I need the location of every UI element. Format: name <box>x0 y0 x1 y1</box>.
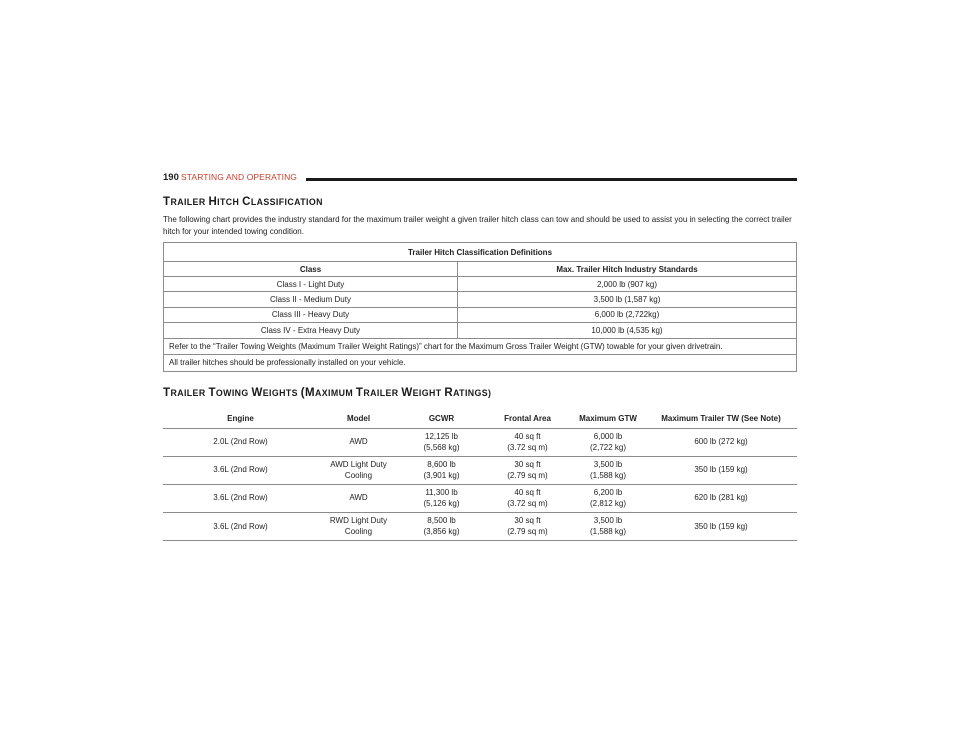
frontal-sqm: (3.72 sq m) <box>507 442 548 452</box>
gcwr-cell <box>399 485 484 513</box>
tw-cell: 600 lb (272 kg) <box>645 429 797 457</box>
table-caption: Trailer Hitch Classification Definitions <box>164 243 797 262</box>
model-cell <box>318 429 399 457</box>
heading-cap: T <box>355 387 364 399</box>
model-line: AWD Light Duty <box>330 460 387 470</box>
heading-small: RAILER <box>363 388 402 398</box>
frontal-sqm: (2.79 sq m) <box>507 470 548 480</box>
gcwr-cell <box>399 457 484 485</box>
gtw-kg: (1,588 kg) <box>589 470 627 480</box>
gcwr-kg: (3,901 kg) <box>423 470 460 480</box>
frontal-area-cell <box>484 429 571 457</box>
heading-small: ATINGS) <box>453 388 492 398</box>
gtw-kg: (2,722 kg) <box>589 442 627 452</box>
frontal-area-cell <box>484 485 571 513</box>
model-line: AWD <box>349 437 368 447</box>
gcwr-kg: (5,126 kg) <box>423 498 460 508</box>
intro-paragraph: The following chart provides the industry standard for the maximum trailer weight a given trailer hitch class can tow and should be used to assist you in selecting the correct trailer hitch for your intended towing condition. <box>163 215 792 237</box>
table-row <box>163 429 797 457</box>
heading-cap: (M <box>300 387 315 399</box>
gcwr-lb: 11,300 lb <box>425 488 458 498</box>
section-name: STARTING AND OPERATING <box>181 172 298 182</box>
model-line: AWD <box>349 493 368 503</box>
frontal-area-cell <box>484 457 571 485</box>
table-row <box>163 457 797 485</box>
heading-cap: T <box>163 387 171 399</box>
heading-cap: T <box>208 387 216 399</box>
heading-small: LASSIFICATION <box>250 197 323 207</box>
engine-cell: 3.6L (2nd Row) <box>163 457 318 485</box>
column-header-max-tw: Maximum Trailer TW (See Note) <box>645 408 797 429</box>
gtw-kg: (2,812 kg) <box>589 498 627 508</box>
gcwr-cell <box>399 513 484 541</box>
table-row <box>164 277 797 292</box>
heading-cap: T <box>163 196 171 208</box>
heading-small: RAILER <box>170 388 209 398</box>
gcwr-kg: (3,856 kg) <box>423 526 460 536</box>
tw-cell: 350 lb (159 kg) <box>645 457 797 485</box>
class-cell: Class II - Medium Duty <box>164 292 458 307</box>
engine-cell: 2.0L (2nd Row) <box>163 429 318 457</box>
model-line: Cooling <box>344 526 373 536</box>
gtw-lb: 3,500 lb <box>593 460 623 470</box>
table-row <box>164 323 797 338</box>
table-row <box>164 292 797 307</box>
frontal-sqft: 30 sq ft <box>514 460 541 470</box>
model-cell <box>318 513 399 541</box>
table-note: All trailer hitches should be professionally installed on your vehicle. <box>164 355 797 372</box>
gtw-cell <box>571 429 645 457</box>
classification-table <box>163 242 797 372</box>
heading-cap: C <box>242 196 251 208</box>
column-header-gcwr: GCWR <box>399 408 484 429</box>
towing-weights-table <box>163 408 797 541</box>
gcwr-cell <box>399 429 484 457</box>
gtw-lb: 6,000 lb <box>593 432 623 442</box>
class-cell: Class IV - Extra Heavy Duty <box>164 323 458 338</box>
standard-cell: 3,500 lb (1,587 kg) <box>458 292 797 307</box>
class-cell: Class III - Heavy Duty <box>164 307 458 322</box>
frontal-sqft: 40 sq ft <box>514 488 541 498</box>
class-cell: Class I - Light Duty <box>164 277 458 292</box>
header-rule <box>306 178 797 181</box>
page-header <box>163 172 797 186</box>
heading-cap: H <box>208 196 218 208</box>
heading-cap: W <box>401 387 413 399</box>
frontal-sqm: (2.79 sq m) <box>507 526 548 536</box>
column-header-max-gtw: Maximum GTW <box>571 408 645 429</box>
heading-trailer-hitch-classification <box>163 196 323 208</box>
table-row <box>163 513 797 541</box>
gtw-lb: 3,500 lb <box>593 516 623 526</box>
heading-small: OWING <box>215 388 252 398</box>
page-number: 190 <box>163 172 179 183</box>
table-row <box>164 307 797 322</box>
engine-cell: 3.6L (2nd Row) <box>163 513 318 541</box>
heading-cap: W <box>251 387 263 399</box>
heading-cap: R <box>444 387 454 399</box>
engine-cell: 3.6L (2nd Row) <box>163 485 318 513</box>
gcwr-kg: (5,568 kg) <box>423 442 460 452</box>
model-line: Cooling <box>344 470 373 480</box>
frontal-area-cell <box>484 513 571 541</box>
column-header-frontal-area: Frontal Area <box>484 408 571 429</box>
table-note: Refer to the “Trailer Towing Weights (Maximum Trailer Weight Ratings)” chart for the Maximum Gross Trailer Weight (GTW) towable for your given drivetrain. <box>164 338 797 355</box>
column-header-class: Class <box>164 262 458 277</box>
heading-small: EIGHTS <box>262 388 301 398</box>
standard-cell: 10,000 lb (4,535 kg) <box>458 323 797 338</box>
table-row <box>163 485 797 513</box>
standard-cell: 6,000 lb (2,722kg) <box>458 307 797 322</box>
heading-small: AXIMUM <box>315 388 356 398</box>
column-header-model: Model <box>318 408 399 429</box>
gcwr-lb: 8,500 lb <box>427 516 456 526</box>
model-cell <box>318 485 399 513</box>
model-cell <box>318 457 399 485</box>
tw-cell: 350 lb (159 kg) <box>645 513 797 541</box>
gtw-cell <box>571 513 645 541</box>
gcwr-lb: 8,600 lb <box>427 460 456 470</box>
gtw-cell <box>571 457 645 485</box>
heading-small: RAILER <box>170 197 209 207</box>
column-header-standards: Max. Trailer Hitch Industry Standards <box>458 262 797 277</box>
heading-small: ITCH <box>217 197 243 207</box>
gtw-cell <box>571 485 645 513</box>
model-line: RWD Light Duty <box>329 516 388 526</box>
gtw-kg: (1,588 kg) <box>589 526 627 536</box>
frontal-sqft: 30 sq ft <box>514 516 541 526</box>
column-header-engine: Engine <box>163 408 318 429</box>
tw-cell: 620 lb (281 kg) <box>645 485 797 513</box>
gcwr-lb: 12,125 lb <box>425 432 458 442</box>
frontal-sqft: 40 sq ft <box>514 432 541 442</box>
frontal-sqm: (3.72 sq m) <box>507 498 548 508</box>
heading-trailer-towing-weights <box>163 387 491 399</box>
standard-cell: 2,000 lb (907 kg) <box>458 277 797 292</box>
heading-small: EIGHT <box>412 388 445 398</box>
gtw-lb: 6,200 lb <box>593 488 623 498</box>
